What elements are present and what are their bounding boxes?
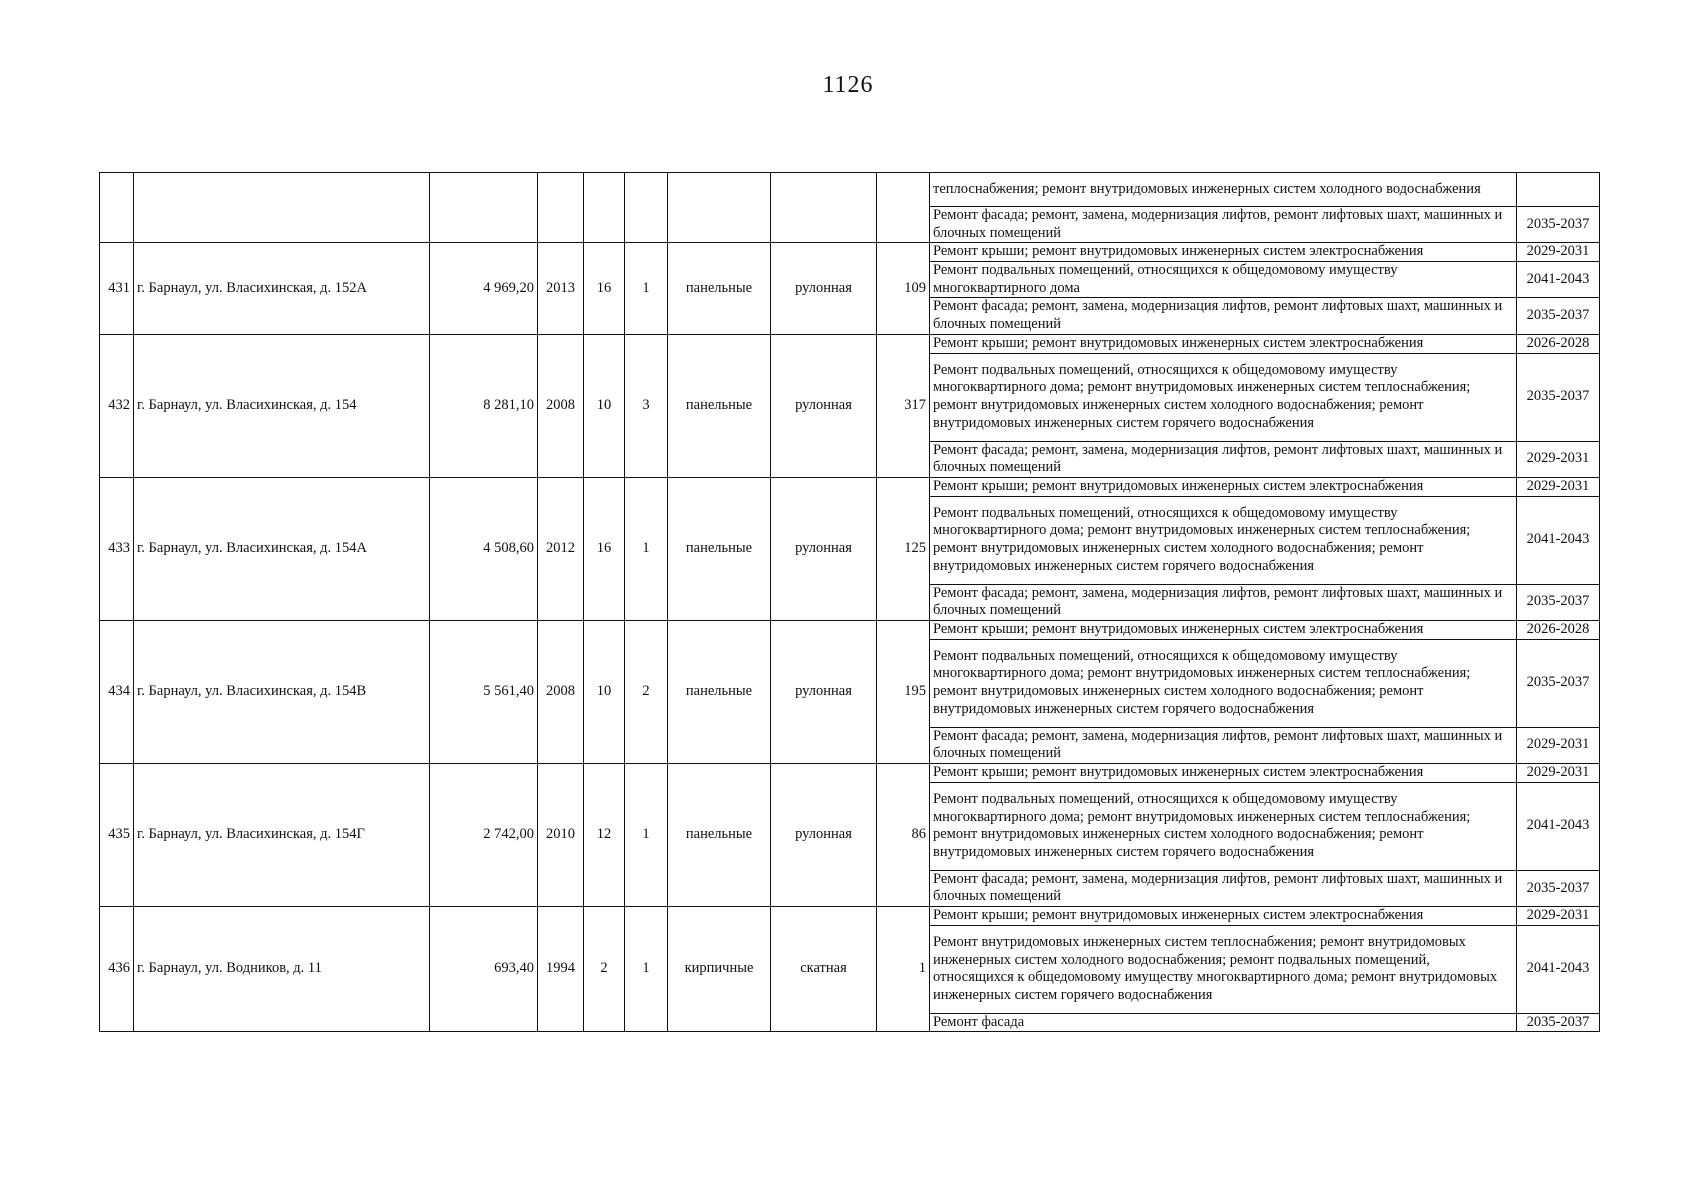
work-cell: теплоснабжения; ремонт внутридомовых инженерных систем холодного водоснабжения	[930, 173, 1517, 207]
work-cell: Ремонт фасада; ремонт, замена, модернизация лифтов, ремонт лифтовых шахт, машинных и блочных помещений	[930, 870, 1517, 906]
wall-material-cell	[668, 173, 771, 243]
table-row	[100, 620, 1600, 639]
apartments-cell: 86	[877, 764, 930, 907]
work-cell: Ремонт крыши; ремонт внутридомовых инженерных систем электроснабжения	[930, 907, 1517, 926]
work-cell: Ремонт подвальных помещений, относящихся к общедомовому имуществу многоквартирного дома; ремонт внутридомовых инженерных систем теплоснабжения; ремонт внутридомовых инженерных систем холодного водоснабжения; ремонт внутридомовых инженерных систем горячего водоснабжения	[930, 353, 1517, 441]
period-cell: 2026-2028	[1517, 620, 1600, 639]
entrances-cell: 1	[625, 907, 668, 1032]
row-number: 434	[100, 620, 134, 763]
work-cell: Ремонт подвальных помещений, относящихся к общедомовому имуществу многоквартирного дома	[930, 262, 1517, 298]
table-body	[100, 173, 1600, 1032]
entrances-cell: 1	[625, 477, 668, 620]
apartments-cell: 109	[877, 243, 930, 334]
period-cell: 2029-2031	[1517, 727, 1600, 763]
floors-cell	[584, 173, 625, 243]
table-row	[100, 243, 1600, 262]
entrances-cell: 2	[625, 620, 668, 763]
address-cell: г. Барнаул, ул. Власихинская, д. 154Г	[134, 764, 430, 907]
area-cell: 4 508,60	[430, 477, 538, 620]
work-cell: Ремонт подвальных помещений, относящихся к общедомовому имуществу многоквартирного дома; ремонт внутридомовых инженерных систем теплоснабжения; ремонт внутридомовых инженерных систем холодного водоснабжения; ремонт внутридомовых инженерных систем горячего водоснабжения	[930, 496, 1517, 584]
entrances-cell	[625, 173, 668, 243]
area-cell: 693,40	[430, 907, 538, 1032]
year-cell: 1994	[538, 907, 584, 1032]
area-cell: 8 281,10	[430, 334, 538, 477]
work-cell: Ремонт крыши; ремонт внутридомовых инженерных систем электроснабжения	[930, 477, 1517, 496]
table-row	[100, 334, 1600, 353]
year-cell: 2012	[538, 477, 584, 620]
period-cell: 2029-2031	[1517, 477, 1600, 496]
period-cell: 2035-2037	[1517, 1013, 1600, 1032]
work-cell: Ремонт крыши; ремонт внутридомовых инженерных систем электроснабжения	[930, 620, 1517, 639]
roof-type-cell: скатная	[771, 907, 877, 1032]
address-cell: г. Барнаул, ул. Водников, д. 11	[134, 907, 430, 1032]
period-cell: 2041-2043	[1517, 782, 1600, 870]
work-cell: Ремонт фасада; ремонт, замена, модернизация лифтов, ремонт лифтовых шахт, машинных и блочных помещений	[930, 298, 1517, 334]
work-cell: Ремонт подвальных помещений, относящихся к общедомовому имуществу многоквартирного дома; ремонт внутридомовых инженерных систем теплоснабжения; ремонт внутридомовых инженерных систем холодного водоснабжения; ремонт внутридомовых инженерных систем горячего водоснабжения	[930, 639, 1517, 727]
period-cell: 2035-2037	[1517, 870, 1600, 906]
period-cell: 2029-2031	[1517, 764, 1600, 783]
year-cell: 2010	[538, 764, 584, 907]
period-cell: 2041-2043	[1517, 496, 1600, 584]
work-cell: Ремонт фасада	[930, 1013, 1517, 1032]
table-row	[100, 477, 1600, 496]
work-cell: Ремонт крыши; ремонт внутридомовых инженерных систем электроснабжения	[930, 764, 1517, 783]
wall-material-cell: панельные	[668, 243, 771, 334]
roof-type-cell: рулонная	[771, 620, 877, 763]
year-cell: 2008	[538, 334, 584, 477]
address-cell: г. Барнаул, ул. Власихинская, д. 152А	[134, 243, 430, 334]
period-cell: 2035-2037	[1517, 639, 1600, 727]
address-cell: г. Барнаул, ул. Власихинская, д. 154А	[134, 477, 430, 620]
floors-cell: 10	[584, 334, 625, 477]
work-cell: Ремонт фасада; ремонт, замена, модернизация лифтов, ремонт лифтовых шахт, машинных и блочных помещений	[930, 207, 1517, 243]
wall-material-cell: панельные	[668, 620, 771, 763]
area-cell	[430, 173, 538, 243]
row-number: 431	[100, 243, 134, 334]
work-cell: Ремонт крыши; ремонт внутридомовых инженерных систем электроснабжения	[930, 243, 1517, 262]
period-cell: 2029-2031	[1517, 243, 1600, 262]
address-cell: г. Барнаул, ул. Власихинская, д. 154	[134, 334, 430, 477]
row-number	[100, 173, 134, 243]
apartments-cell	[877, 173, 930, 243]
entrances-cell: 3	[625, 334, 668, 477]
wall-material-cell: кирпичные	[668, 907, 771, 1032]
wall-material-cell: панельные	[668, 477, 771, 620]
year-cell: 2008	[538, 620, 584, 763]
apartments-cell: 317	[877, 334, 930, 477]
period-cell	[1517, 173, 1600, 207]
roof-type-cell: рулонная	[771, 243, 877, 334]
area-cell: 5 561,40	[430, 620, 538, 763]
wall-material-cell: панельные	[668, 764, 771, 907]
period-cell: 2035-2037	[1517, 207, 1600, 243]
work-cell: Ремонт фасада; ремонт, замена, модернизация лифтов, ремонт лифтовых шахт, машинных и блочных помещений	[930, 584, 1517, 620]
work-cell: Ремонт фасада; ремонт, замена, модернизация лифтов, ремонт лифтовых шахт, машинных и блочных помещений	[930, 441, 1517, 477]
floors-cell: 12	[584, 764, 625, 907]
row-number: 432	[100, 334, 134, 477]
floors-cell: 2	[584, 907, 625, 1032]
work-cell: Ремонт крыши; ремонт внутридомовых инженерных систем электроснабжения	[930, 334, 1517, 353]
roof-type-cell	[771, 173, 877, 243]
table-row	[100, 907, 1600, 926]
year-cell: 2013	[538, 243, 584, 334]
roof-type-cell: рулонная	[771, 764, 877, 907]
apartments-cell: 125	[877, 477, 930, 620]
page-number: 1126	[822, 72, 874, 98]
roof-type-cell: рулонная	[771, 477, 877, 620]
apartments-cell: 195	[877, 620, 930, 763]
row-number: 436	[100, 907, 134, 1032]
work-cell: Ремонт внутридомовых инженерных систем теплоснабжения; ремонт внутридомовых инженерных систем холодного водоснабжения; ремонт подвальных помещений, относящихся к общедомовому имуществу многоквартирного дома; ремонт внутридомовых инженерных систем горячего водоснабжения	[930, 925, 1517, 1013]
area-cell: 2 742,00	[430, 764, 538, 907]
year-cell	[538, 173, 584, 243]
roof-type-cell: рулонная	[771, 334, 877, 477]
address-cell	[134, 173, 430, 243]
period-cell: 2035-2037	[1517, 584, 1600, 620]
repair-schedule-table	[99, 172, 1600, 1032]
entrances-cell: 1	[625, 764, 668, 907]
period-cell: 2026-2028	[1517, 334, 1600, 353]
area-cell: 4 969,20	[430, 243, 538, 334]
apartments-cell: 1	[877, 907, 930, 1032]
floors-cell: 10	[584, 620, 625, 763]
entrances-cell: 1	[625, 243, 668, 334]
floors-cell: 16	[584, 477, 625, 620]
table-row	[100, 764, 1600, 783]
row-number: 435	[100, 764, 134, 907]
floors-cell: 16	[584, 243, 625, 334]
period-cell: 2041-2043	[1517, 262, 1600, 298]
table-row	[100, 173, 1600, 207]
period-cell: 2029-2031	[1517, 441, 1600, 477]
period-cell: 2035-2037	[1517, 298, 1600, 334]
wall-material-cell: панельные	[668, 334, 771, 477]
address-cell: г. Барнаул, ул. Власихинская, д. 154В	[134, 620, 430, 763]
work-cell: Ремонт подвальных помещений, относящихся к общедомовому имуществу многоквартирного дома; ремонт внутридомовых инженерных систем теплоснабжения; ремонт внутридомовых инженерных систем холодного водоснабжения; ремонт внутридомовых инженерных систем горячего водоснабжения	[930, 782, 1517, 870]
work-cell: Ремонт фасада; ремонт, замена, модернизация лифтов, ремонт лифтовых шахт, машинных и блочных помещений	[930, 727, 1517, 763]
period-cell: 2041-2043	[1517, 925, 1600, 1013]
period-cell: 2029-2031	[1517, 907, 1600, 926]
period-cell: 2035-2037	[1517, 353, 1600, 441]
row-number: 433	[100, 477, 134, 620]
